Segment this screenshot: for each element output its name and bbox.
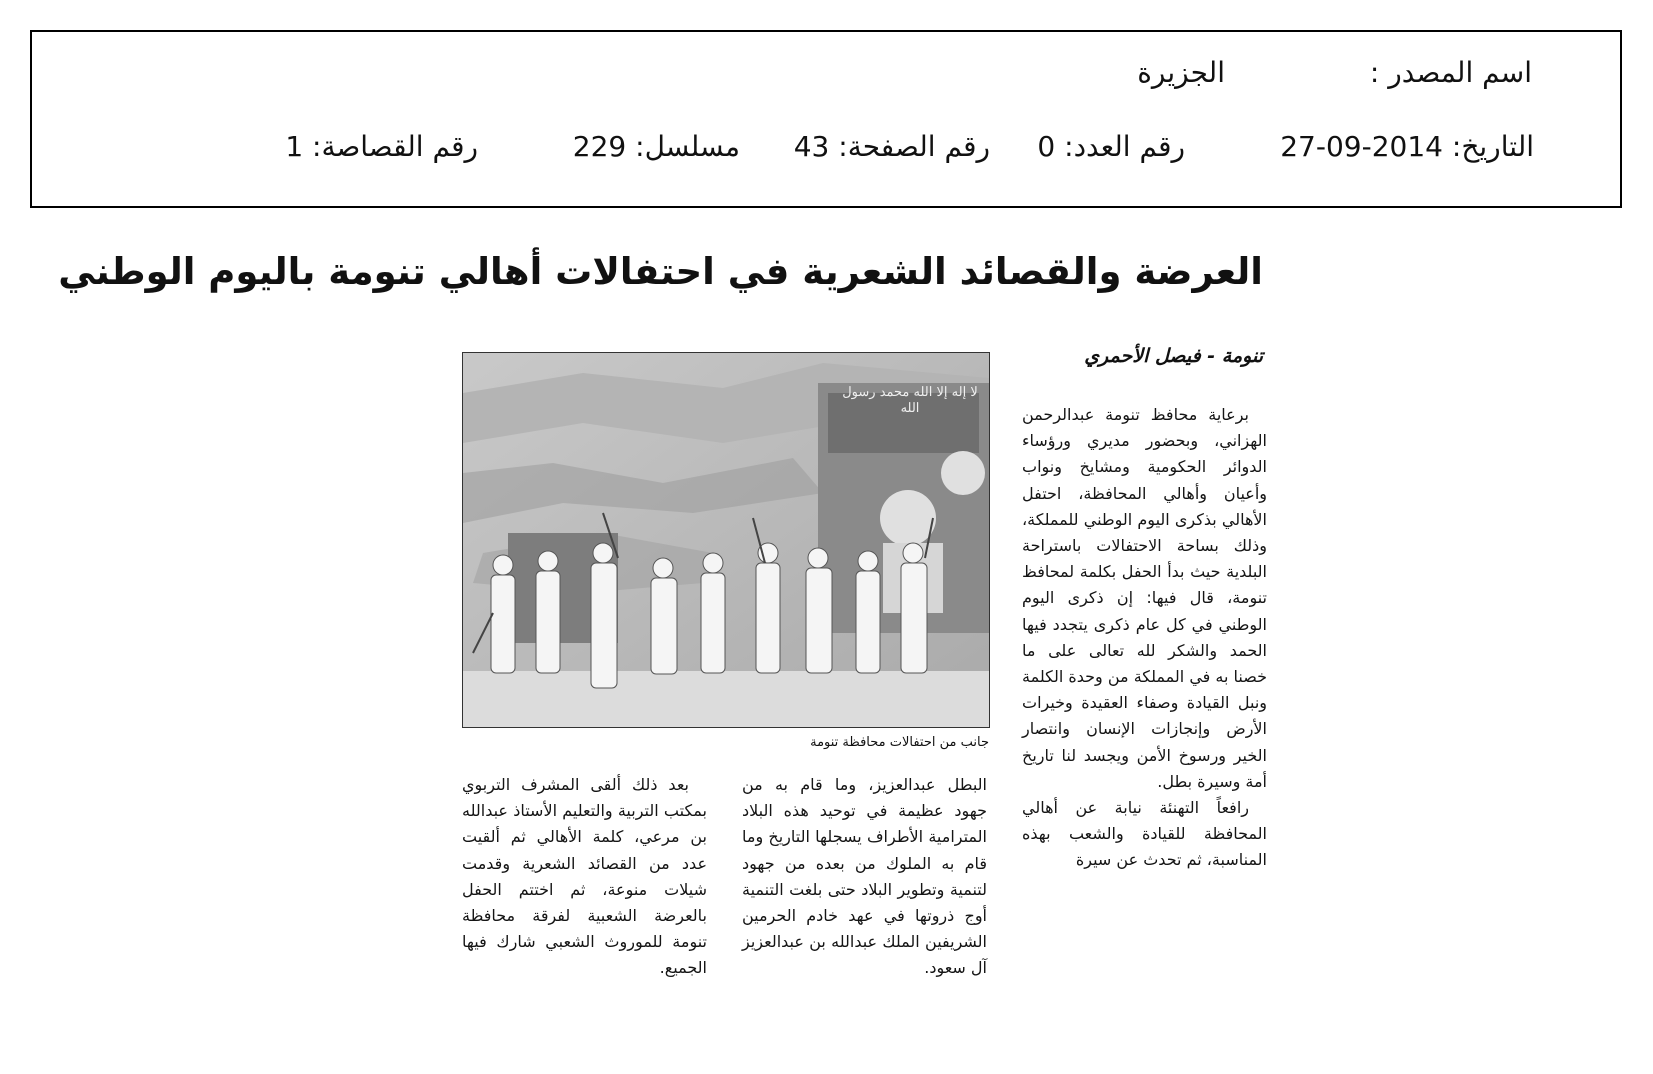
article-column-2 — [742, 772, 987, 982]
article-headline: العرضة والقصائد الشعرية في احتفالات أهالي تنومة باليوم الوطني — [58, 250, 1263, 293]
column-3-paragraph: بعد ذلك ألقى المشرف التربوي بمكتب التربية والتعليم الأستاذ عبدالله بن مرعي، كلمة الأهالي ثم ألقيت عدد من القصائد الشعرية وقدمت شيلات منوعة، ثم اختتم الحفل بالعرضة الشعبية لفرقة محافظة تنومة للموروث الشعبي شارك فيها الجميع. — [462, 775, 707, 978]
source-label: اسم المصدر : — [1369, 56, 1532, 89]
page-number-field: رقم الصفحة: 43 — [793, 130, 990, 163]
source-value: الجزيرة — [1137, 56, 1225, 89]
clip-number-field: رقم القصاصة: 1 — [285, 130, 478, 163]
issue-number-field: رقم العدد: 0 — [1037, 130, 1185, 163]
column-1-paragraph-1: برعاية محافظ تنومة عبدالرحمن الهزاني، وبحضور مديري ورؤساء الدوائر الحكومية ومشايخ ونواب وأعيان وأهالي المحافظة، احتفل الأهالي بذكرى اليوم الوطني للمملكة، وذلك بساحة الاحتفالات باستراحة البلدية حيث بدأ الحفل بكلمة لمحافظ تنومة، قال فيها: إن ذكرى اليوم الوطني في كل عام ذكرى يتجدد فيها الحمد والشكر لله تعالى على ما خصنا به في المملكة من وحدة الكلمة ونبل القيادة وصفاء العقيدة وخيرات الأرض وإنجازات الإنسان وانتصار الخير ورسوخ الأمن ويجسد لنا تاريخ أمة وسيرة بطل. — [1022, 405, 1267, 791]
photo-banner-text: لا إله إلا الله محمد رسول الله — [842, 385, 978, 416]
photo-caption: جانب من احتفالات محافظة تنومة — [810, 735, 989, 750]
serial-field: مسلسل: 229 — [572, 130, 740, 163]
article-column-1 — [1022, 402, 1267, 874]
article-column-3 — [462, 772, 707, 982]
article-byline: تنومة - فيصل الأحمري — [1084, 345, 1263, 367]
date-field: التاريخ: 2014-09-27 — [1280, 130, 1534, 163]
column-2-paragraph: البطل عبدالعزيز، وما قام به من جهود عظيمة في توحيد هذه البلاد المترامية الأطراف يسجلها التاريخ وما قام به الملوك من بعده من جهود لتنمية وتطوير البلاد حتى بلغت التنمية أوج ذروتها في عهد خادم الحرمين الشريفين الملك عبدالله بن عبدالعزيز آل سعود. — [742, 775, 987, 978]
column-1-paragraph-2: رافعاً التهنئة نيابة عن أهالي المحافظة للقيادة والشعب بهذه المناسبة، ثم تحدث عن سيرة — [1022, 798, 1267, 870]
clipping-metadata-box — [30, 30, 1622, 208]
